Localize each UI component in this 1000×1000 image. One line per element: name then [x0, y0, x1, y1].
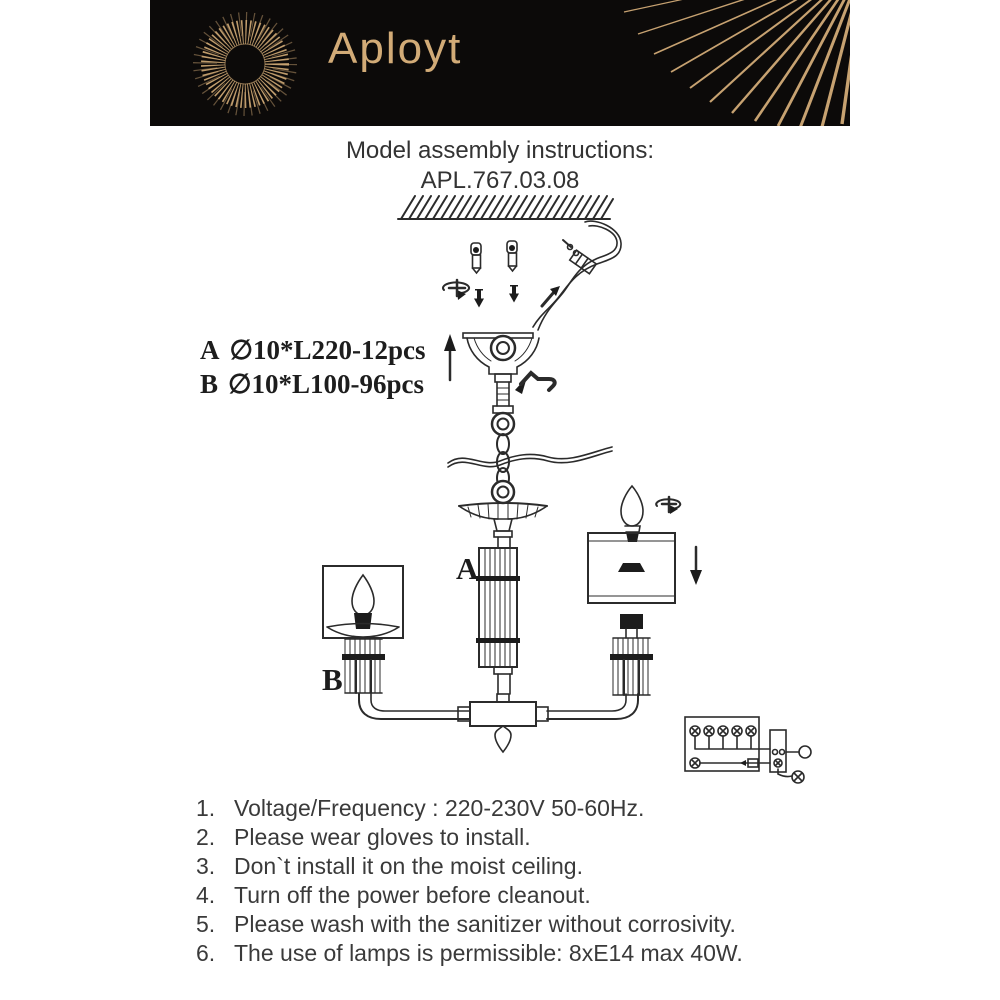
- hanging-rod-and-chain: [492, 382, 514, 503]
- wire-through-chain: [448, 447, 612, 467]
- right-candle-bulb: [621, 486, 643, 526]
- part-b-row: [200, 367, 436, 401]
- right-socket: [618, 563, 645, 572]
- twist-clockwise-icon-right: [656, 497, 680, 514]
- instruction-number: 3.: [196, 853, 216, 879]
- screw-icons: [474, 285, 519, 308]
- connector-bits: [563, 240, 579, 256]
- parts-list: [200, 333, 436, 401]
- model-number: APL.767.03.08: [420, 167, 580, 194]
- instruction-item: [196, 939, 856, 968]
- lamp-symbol: [799, 746, 811, 758]
- left-candle-bulb: [352, 575, 374, 615]
- wall-anchor-icons: [471, 241, 517, 273]
- instruction-item: [196, 910, 856, 939]
- instruction-text: The use of lamps is permissible: 8xE14 max 40W.: [234, 940, 743, 966]
- part-b-label: B: [200, 369, 219, 399]
- column-callout-a: A: [456, 551, 479, 586]
- instruction-text: Don`t install it on the moist ceiling.: [234, 853, 583, 879]
- finial: [495, 726, 511, 752]
- arrow-up-icon: [444, 334, 456, 380]
- instruction-number: 4.: [196, 882, 216, 908]
- center-hub-and-arms: [359, 694, 638, 752]
- glass-column-a: [476, 537, 520, 694]
- part-b-spec: ∅10*L100-96pcs: [228, 369, 425, 399]
- wiring-diagram: [685, 717, 811, 783]
- left-socket: [354, 613, 372, 629]
- sleeve-callout-b: B: [322, 662, 343, 697]
- top-dish: [459, 503, 547, 537]
- instruction-item: [196, 823, 856, 852]
- instruction-text: Turn off the power before cleanout.: [234, 882, 591, 908]
- instruction-text: Please wear gloves to install.: [234, 824, 531, 850]
- instruction-number: 1.: [196, 795, 216, 821]
- sheet-title: Model assembly instructions:: [345, 137, 655, 164]
- part-a-label: A: [200, 335, 220, 365]
- part-a-spec: ∅10*L220-12pcs: [229, 335, 426, 365]
- hook-tool-icon: [515, 373, 555, 394]
- arrow-down-icon: [690, 547, 702, 585]
- instruction-text: Please wash with the sanitizer without corrosivity.: [234, 911, 736, 937]
- instruction-item: [196, 881, 856, 910]
- brand-name: Aployt: [328, 24, 463, 73]
- instructions-list: [196, 794, 856, 968]
- part-a-row: [200, 333, 436, 367]
- instruction-text: Voltage/Frequency : 220-230V 50-60Hz.: [234, 795, 645, 821]
- twist-clockwise-icon: [443, 280, 469, 300]
- instruction-number: 6.: [196, 940, 216, 966]
- instruction-item: [196, 852, 856, 881]
- ceiling-hatch: [398, 196, 613, 219]
- arrow-up-right-icon: [542, 286, 560, 306]
- instruction-number: 5.: [196, 911, 216, 937]
- instruction-number: 2.: [196, 824, 216, 850]
- power-cord: [533, 221, 621, 330]
- right-arm-assembly: [588, 486, 702, 695]
- instruction-item: [196, 794, 856, 823]
